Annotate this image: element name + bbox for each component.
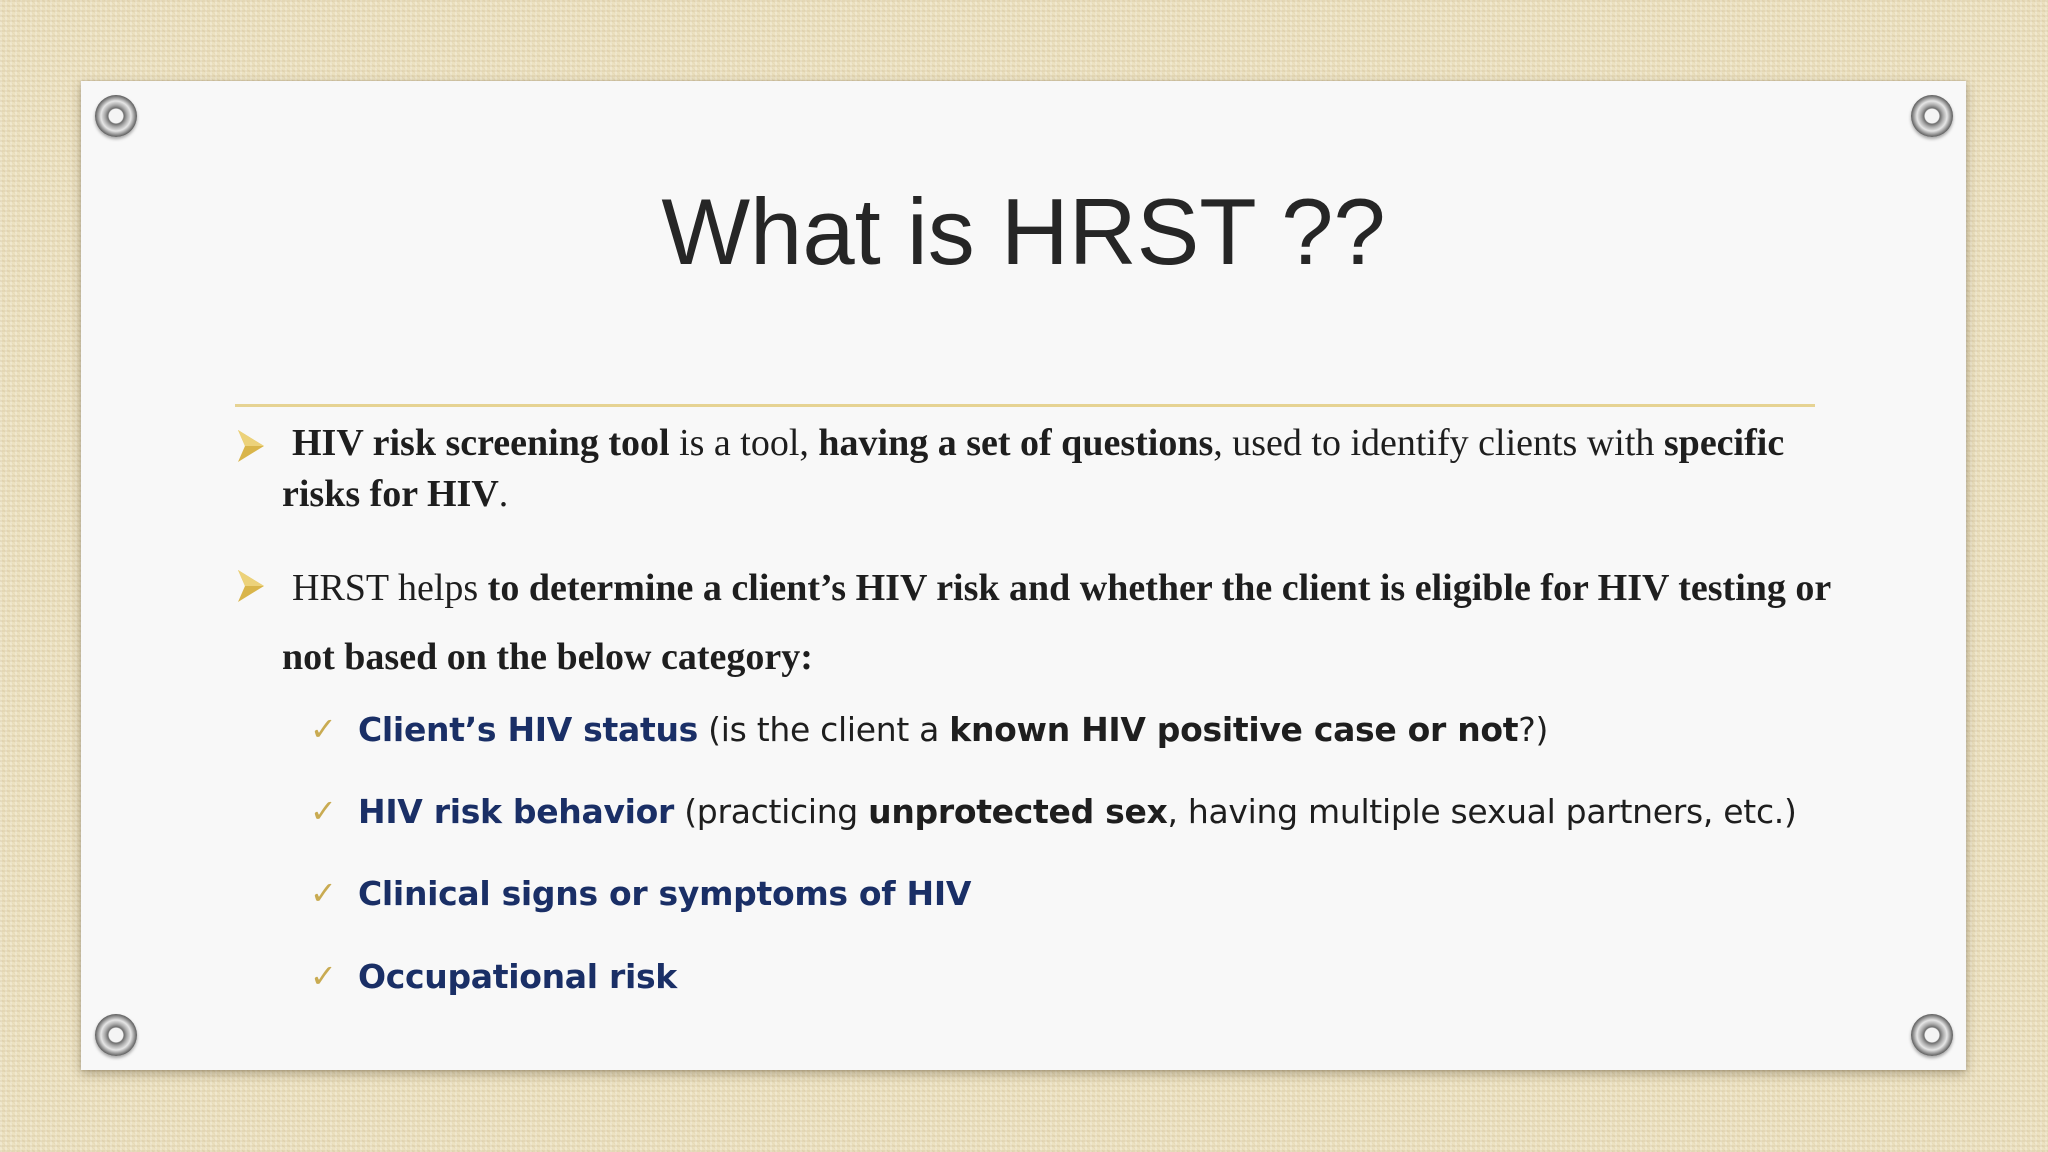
checklist-item — [310, 957, 677, 996]
checklist-text — [358, 710, 1548, 749]
checklist-highlight: Clinical signs or symptoms of HIV — [358, 874, 972, 913]
checklist-item — [310, 710, 1548, 749]
grommet-icon — [95, 95, 137, 137]
bullet-text — [282, 554, 1842, 692]
bullet-text-bold: to determine a client’s HIV risk and whether the client is eligible for HIV testing or not based on the below category: — [282, 567, 1831, 678]
arrow-bullet-icon — [236, 566, 266, 606]
checklist-highlight: HIV risk behavior — [358, 792, 675, 831]
checklist-text — [358, 792, 1797, 831]
checklist-text — [358, 874, 971, 913]
checklist-plain: , having multiple sexual partners, etc.) — [1167, 792, 1797, 831]
check-icon: ✓ — [310, 874, 337, 912]
checklist-plain: (practicing — [674, 792, 869, 831]
checklist-item — [310, 792, 1797, 831]
grommet-icon — [1911, 1014, 1953, 1056]
title-divider — [235, 404, 1815, 407]
bullet-text-bold: specific risks for HIV — [282, 422, 1785, 515]
bullet-text-plain: , used to identify clients with — [1213, 422, 1664, 464]
bullet-text — [282, 418, 1842, 520]
slide-title: What is HRST ?? — [661, 179, 1386, 284]
checklist-plain: (is the client a — [697, 710, 950, 749]
checklist-highlight: Client’s HIV status — [358, 710, 698, 749]
grommet-icon — [95, 1014, 137, 1056]
bullet-text-plain: . — [498, 473, 509, 515]
checklist-highlight: Occupational risk — [358, 957, 677, 996]
bullet-text-plain: is a tool, — [669, 422, 819, 464]
check-icon: ✓ — [310, 710, 337, 748]
check-icon: ✓ — [310, 792, 337, 830]
arrow-bullet-icon — [236, 426, 266, 466]
checklist-emphasis: unprotected sex — [868, 792, 1168, 831]
bullet-text-plain: HRST helps — [292, 567, 488, 609]
bullet-text-bold: HIV risk screening tool — [292, 422, 670, 464]
grommet-icon — [1911, 95, 1953, 137]
check-icon: ✓ — [310, 957, 337, 995]
bullet-text-bold: having a set of questions — [818, 422, 1214, 464]
checklist-item — [310, 874, 971, 913]
checklist-emphasis: known HIV positive case or not — [949, 710, 1519, 749]
checklist-plain: ?) — [1518, 710, 1549, 749]
checklist-text — [358, 957, 677, 996]
